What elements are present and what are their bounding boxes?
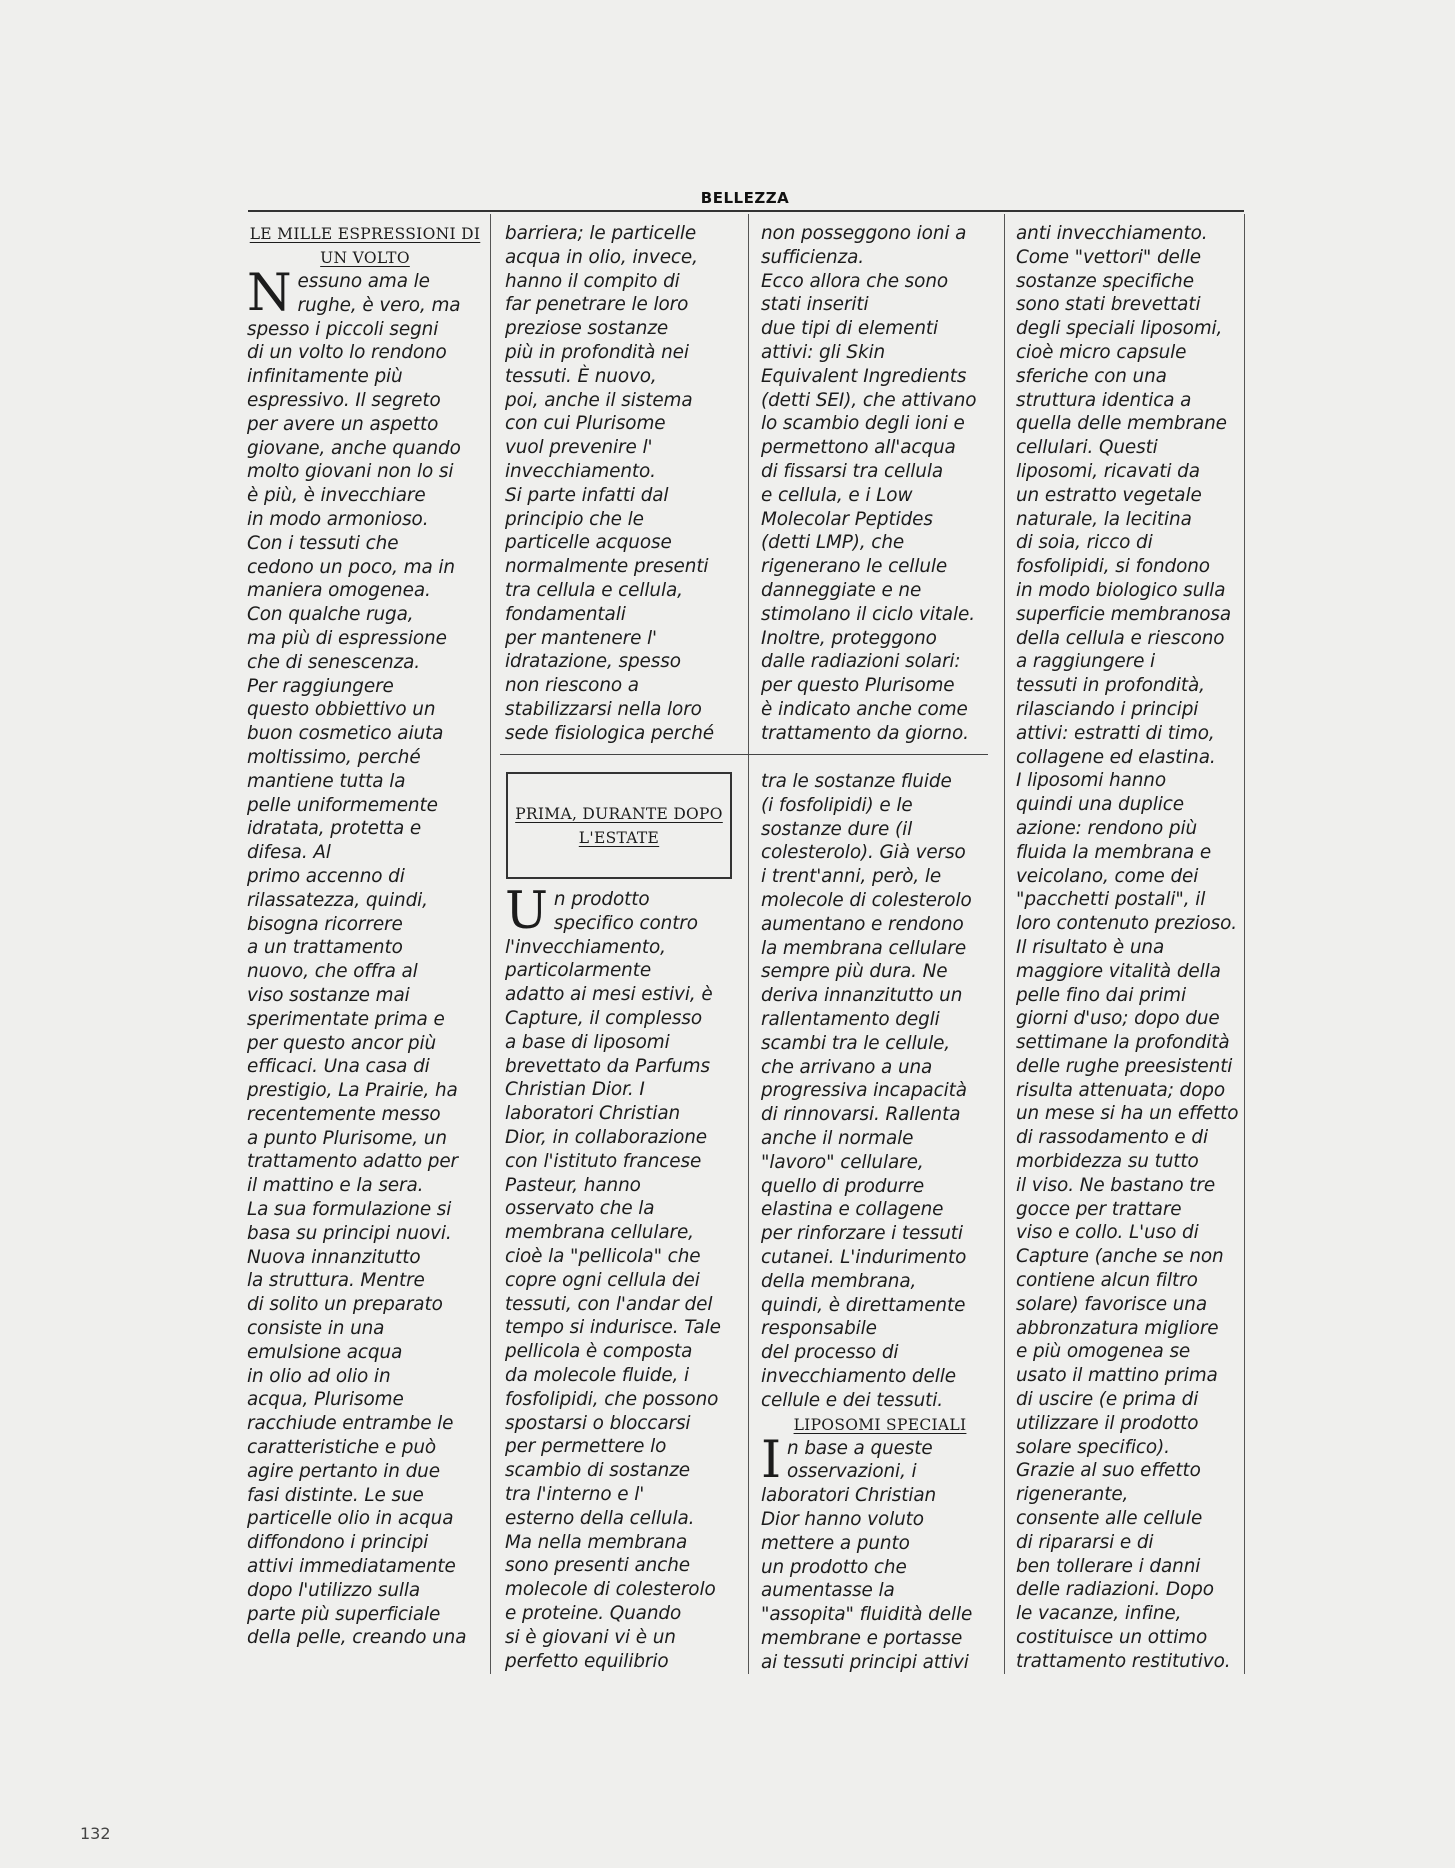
column-3-bottom [761, 770, 999, 1674]
column-3-top [761, 222, 999, 746]
page-number: 132 [80, 1824, 111, 1843]
column-4 [1016, 222, 1242, 1674]
column-divider [1004, 214, 1005, 1674]
article-text: n base a queste osservazioni, i laboratori Christian Dior hanno voluto mettere a punto un prodotto che aumentasse la "assopita" fluidità delle membrane e portasse ai tessuti principi attivi [761, 1437, 973, 1673]
heading-liposomi-speciali: LIPOSOMI SPECIALI [793, 1415, 967, 1434]
heading-box [506, 772, 732, 879]
mid-rule [500, 754, 988, 755]
heading-le-mille-espressioni: LE MILLE ESPRESSIONI DI UN VOLTO [249, 225, 481, 267]
column-2-top [505, 222, 743, 746]
section-label: BELLEZZA [700, 189, 790, 207]
article-text: non posseggono ioni a sufficienza. Ecco allora che sono stati inseriti due tipi di elementi attivi: gli Skin Equivalent Ingredients (detti SEI), che attivano lo scambio degli ioni e permettono all'acqua di fissarsi tra cellula e cellula, e i Low Molecolar Peptides (detti LMP), che rigenerano le cellule danneggiate e ne stimolano il ciclo vitale. Inoltre, proteggono dalle radiazioni solari: per questo Plurisome è indicato anche come trattamento da giorno. [761, 223, 977, 744]
article-text: barriera; le particelle acqua in olio, invece, hanno il compito di far penetrare le loro preziose sostanze più in profondità nei tessuti. È nuovo, poi, anche il sistema con cui Plurisome vuol prevenire l' invecchiamento. Si parte infatti dal principio che le particelle acquose normalmente presenti tra cellula e cellula, fondamentali per mantenere l' idratazione, spesso non riescono a stabilizzarsi nella loro sede fisiologica perché [505, 223, 714, 744]
drop-cap: I [761, 1430, 782, 1490]
column-divider [748, 214, 749, 1674]
column-1 [247, 222, 483, 1650]
column-2-bottom [505, 882, 743, 1673]
article-text: tra le sostanze fluide (i fosfolipidi) e le sostanze dure (il colesterolo). Già verso i trent'anni, però, le molecole di colesterolo aumentano e rendono la membrana cellulare sempre più dura. Ne deriva innanzitutto un rallentamento degli scambi tra le cellule, che arrivano a una progressiva incapacità di rinnovarsi. Rallenta anche il normale "lavoro" cellulare, quello di produrre elastina e collagene per rinforzare i tessuti cutanei. L'indurimento della membrana, quindi, è direttamente responsabile del processo di invecchiamento delle cellule e dei tessuti. [761, 771, 972, 1411]
article-text: anti invecchiamento. Come "vettori" delle sostanze specifiche sono stati brevettati degli speciali liposomi, cioè micro capsule sferiche con una struttura identica a quella delle membrane cellulari. Questi liposomi, ricavati da un estratto vegetale naturale, la lecitina di soia, ricco di fosfolipidi, si fondono in modo biologico sulla superficie membranosa della cellula e riescono a raggiungere i tessuti in profondità, rilasciando i principi attivi: estratti di timo, collagene ed elastina. I liposomi hanno quindi una duplice azione: rendono più fluida la membrana e veicolano, come dei "pacchetti postali", il loro contenuto prezioso. Il risultato è una maggiore vitalità della pelle fino dai primi giorni d'uso; dopo due settimane la profondità delle rughe preesistenti risulta attenuata; dopo un mese si ha un effetto di rassodamento e di morbidezza su tutto il viso. Ne bastano tre gocce per trattare viso e collo. L'uso di Capture (anche se non contiene alcun filtro solare) favorisce una abbronzatura migliore e più omogenea se usato il mattino prima di uscire (e prima di utilizzare il prodotto solare specifico). Grazie al suo effetto rigenerante, consente alle cellule di ripararsi e di ben tollerare i danni delle radiazioni. Dopo le vacanze, infine, costituisce un ottimo trattamento restitutivo. [1016, 223, 1239, 1672]
heading-prima-durante-dopo: PRIMA, DURANTE DOPO L'ESTATE [515, 804, 723, 847]
column-divider [490, 214, 491, 1674]
drop-cap: N [247, 264, 292, 323]
drop-cap: U [505, 882, 548, 941]
article-text: n prodotto specifico contro l'invecchiamento, particolarmente adatto ai mesi estivi, è Capture, il complesso a base di liposomi brevettato da Parfums Christian Dior. I laboratori Christian Dior, in collaborazione con l'istituto francese Pasteur, hanno osservato che la membrana cellulare, cioè la "pellicola" che copre ogni cellula dei tessuti, con l'andar del tempo si indurisce. Tale pellicola è composta da molecole fluide, i fosfolipidi, che possono spostarsi o bloccarsi per permettere lo scambio di sostanze tra l'interno e l' esterno della cellula. Ma nella membrana sono presenti anche molecole di colesterolo e proteine. Quando si è giovani vi è un perfetto equilibrio [505, 889, 721, 1672]
column-divider [1244, 214, 1245, 1674]
top-rule [248, 210, 1244, 212]
article-text: essuno ama le rughe, è vero, ma spesso i piccoli segni di un volto lo rendono infinitamente più espressivo. Il segreto per avere un aspetto giovane, anche quando molto giovani non lo si è più, è invecchiare in modo armonioso. Con i tessuti che cedono un poco, ma in maniera omogenea. Con qualche ruga, ma più di espressione che di senescenza. Per raggiungere questo obbiettivo un buon cosmetico aiuta moltissimo, perché mantiene tutta la pelle uniformemente idratata, protetta e difesa. Al primo accenno di rilassatezza, quindi, bisogna ricorrere a un trattamento nuovo, che offra al viso sostanze mai sperimentate prima e per questo ancor più efficaci. Una casa di prestigio, La Prairie, ha recentemente messo a punto Plurisome, un trattamento adatto per il mattino e la sera. La sua formulazione si basa su principi nuovi. Nuova innanzitutto la struttura. Mentre di solito un preparato consiste in una emulsione acqua in olio ad olio in acqua, Plurisome racchiude entrambe le caratteristiche e può agire pertanto in due fasi distinte. Le sue particelle olio in acqua diffondono i principi attivi immediatamente dopo l'utilizzo sulla parte più superficiale della pelle, creando una [247, 271, 467, 1649]
